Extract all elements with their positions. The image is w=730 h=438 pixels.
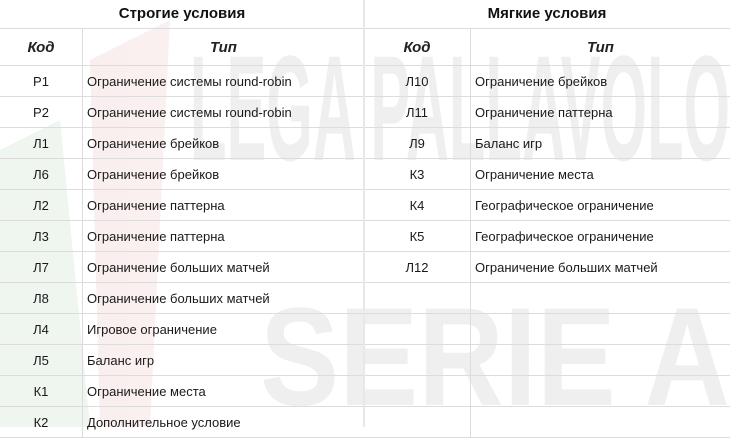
table-row [364,252,730,283]
type-column-header: Тип [471,29,730,66]
table-row [0,345,364,376]
code-column-header: Код [364,29,471,66]
type-column-header: Тип [83,29,365,66]
type-cell: Ограничение брейков [83,128,365,159]
soft-conditions-title: Мягкие условия [364,0,730,28]
table-row [0,314,364,345]
table-row [0,97,364,128]
code-cell: Л12 [364,252,471,283]
code-cell: К1 [0,376,83,407]
soft-conditions-table [364,28,730,438]
table-header-row [0,29,364,66]
hard-conditions-title: Строгие условия [0,0,364,28]
code-cell: Л2 [0,190,83,221]
soft-conditions-panel [364,0,730,427]
table-row [0,283,364,314]
code-cell [364,283,471,314]
type-cell: Ограничение брейков [471,66,730,97]
hard-conditions-table [0,28,364,438]
table-row [0,221,364,252]
type-cell: Баланс игр [471,128,730,159]
code-cell: Л3 [0,221,83,252]
code-cell: Л9 [364,128,471,159]
code-cell: К3 [364,159,471,190]
type-cell: Ограничение паттерна [83,221,365,252]
code-cell [364,314,471,345]
type-cell: Ограничение паттерна [83,190,365,221]
type-cell: Ограничение места [471,159,730,190]
code-cell [364,407,471,438]
table-row [364,345,730,376]
table-row [364,407,730,438]
code-cell: Р2 [0,97,83,128]
table-row [0,128,364,159]
table-row [364,159,730,190]
table-row [364,66,730,97]
table-row [0,407,364,438]
type-cell: Ограничение больших матчей [471,252,730,283]
code-cell: К2 [0,407,83,438]
table-row [364,283,730,314]
code-cell: Л6 [0,159,83,190]
watermark-line1: LEGA PALLAVOLO [190,24,730,192]
table-row [0,252,364,283]
type-cell: Географическое ограничение [471,190,730,221]
type-cell [471,376,730,407]
code-cell: Л5 [0,345,83,376]
type-cell: Баланс игр [83,345,365,376]
type-cell [471,345,730,376]
type-cell: Игровое ограничение [83,314,365,345]
code-column-header: Код [0,29,83,66]
code-cell: Л8 [0,283,83,314]
type-cell [471,283,730,314]
code-cell: Л7 [0,252,83,283]
code-cell [364,345,471,376]
code-cell: Р1 [0,66,83,97]
table-row [0,66,364,97]
type-cell: Ограничение больших матчей [83,252,365,283]
type-cell: Ограничение системы round-robin [83,66,365,97]
type-cell [471,407,730,438]
code-cell: Л10 [364,66,471,97]
table-row [364,376,730,407]
type-cell: Дополнительное условие [83,407,365,438]
column-divider [363,0,365,427]
code-cell: Л1 [0,128,83,159]
code-cell: Л11 [364,97,471,128]
code-cell: К5 [364,221,471,252]
table-row [0,190,364,221]
table-row [364,221,730,252]
type-cell: Ограничение паттерна [471,97,730,128]
table-header-row [364,29,730,66]
code-cell: К4 [364,190,471,221]
table-row [364,97,730,128]
type-cell: Ограничение брейков [83,159,365,190]
type-cell [471,314,730,345]
table-row [0,159,364,190]
table-row [364,314,730,345]
table-row [364,190,730,221]
type-cell: Ограничение системы round-robin [83,97,365,128]
watermark-line2: SERIE A [260,278,730,427]
type-cell: Географическое ограничение [471,221,730,252]
code-cell: Л4 [0,314,83,345]
type-cell: Ограничение больших матчей [83,283,365,314]
type-cell: Ограничение места [83,376,365,407]
table-row [364,128,730,159]
hard-conditions-panel [0,0,364,427]
table-row [0,376,364,407]
code-cell [364,376,471,407]
